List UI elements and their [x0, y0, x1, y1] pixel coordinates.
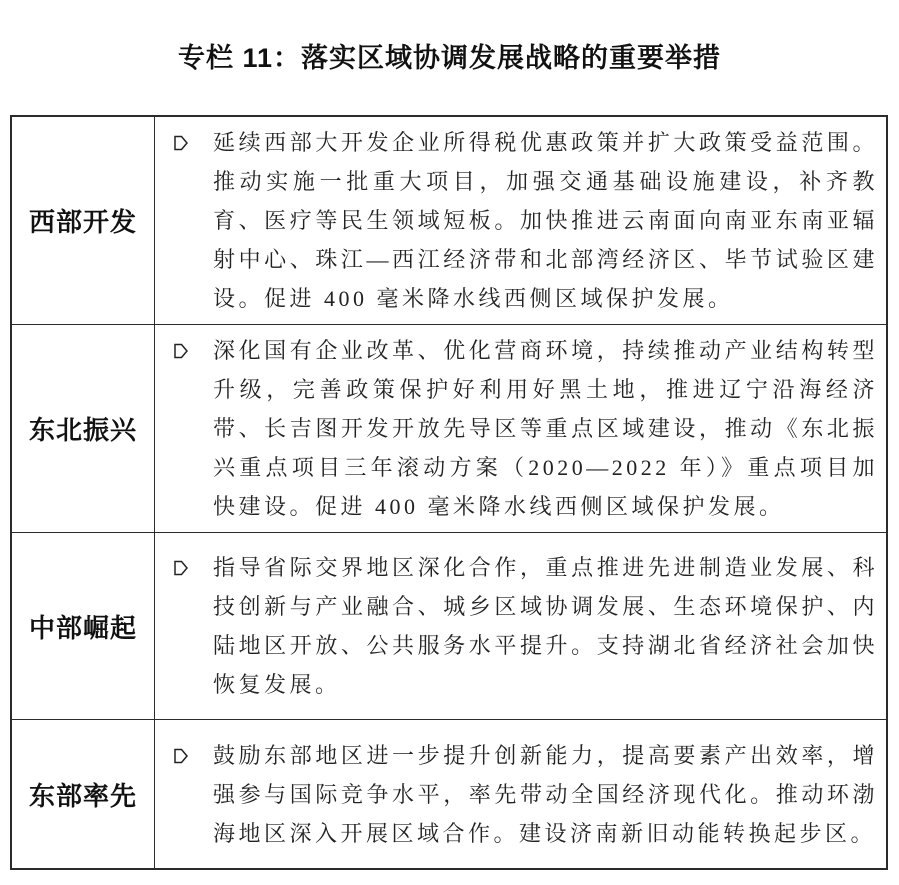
pentagon-right-arrow-icon [173, 558, 189, 578]
table-row [12, 719, 886, 868]
table-row [12, 117, 886, 324]
table-row [12, 324, 886, 532]
row-content [155, 325, 886, 532]
row-label: 西部开发 [12, 117, 155, 324]
row-content [155, 533, 886, 719]
row-label: 东北振兴 [12, 325, 155, 532]
row-content [155, 117, 886, 324]
row-label: 东部率先 [12, 720, 155, 868]
measures-table [10, 115, 888, 870]
row-text: 延续西部大开发企业所得税优惠政策并扩大政策受益范围。推动实施一批重大项目，加强交通基础设施建设，补齐教育、医疗等民生领域短板。加快推进云南面向南亚东南亚辐射中心、珠江—西江经济带和北部湾经济区、毕节试验区建设。促进 400 毫米降水线西侧区域保护发展。 [213, 130, 878, 311]
row-content [155, 720, 886, 868]
row-text: 鼓励东部地区进一步提升创新能力，提高要素产出效率，增强参与国际竞争水平，率先带动全国经济现代化。推动环渤海地区深入开展区域合作。建设济南新旧动能转换起步区。 [213, 742, 878, 846]
pentagon-right-arrow-icon [173, 133, 189, 153]
pentagon-right-arrow-icon [173, 341, 189, 361]
row-label: 中部崛起 [12, 533, 155, 719]
pentagon-right-arrow-icon [173, 746, 189, 766]
row-text: 指导省际交界地区深化合作，重点推进先进制造业发展、科技创新与产业融合、城乡区域协调发展、生态环境保护、内陆地区开放、公共服务水平提升。支持湖北省经济社会加快恢复发展。 [213, 555, 878, 697]
page-title: 专栏 11：落实区域协调发展战略的重要举措 [177, 43, 722, 73]
row-text: 深化国有企业改革、优化营商环境，持续推动产业结构转型升级，完善政策保护好利用好黑土地，推进辽宁沿海经济带、长吉图开发开放先导区等重点区域建设，推动《东北振兴重点项目三年滚动方案（2020—2022 年）》重点项目加快建设。促进 400 毫米降水线西侧区域保护发展。 [213, 338, 878, 519]
table-row [12, 532, 886, 719]
